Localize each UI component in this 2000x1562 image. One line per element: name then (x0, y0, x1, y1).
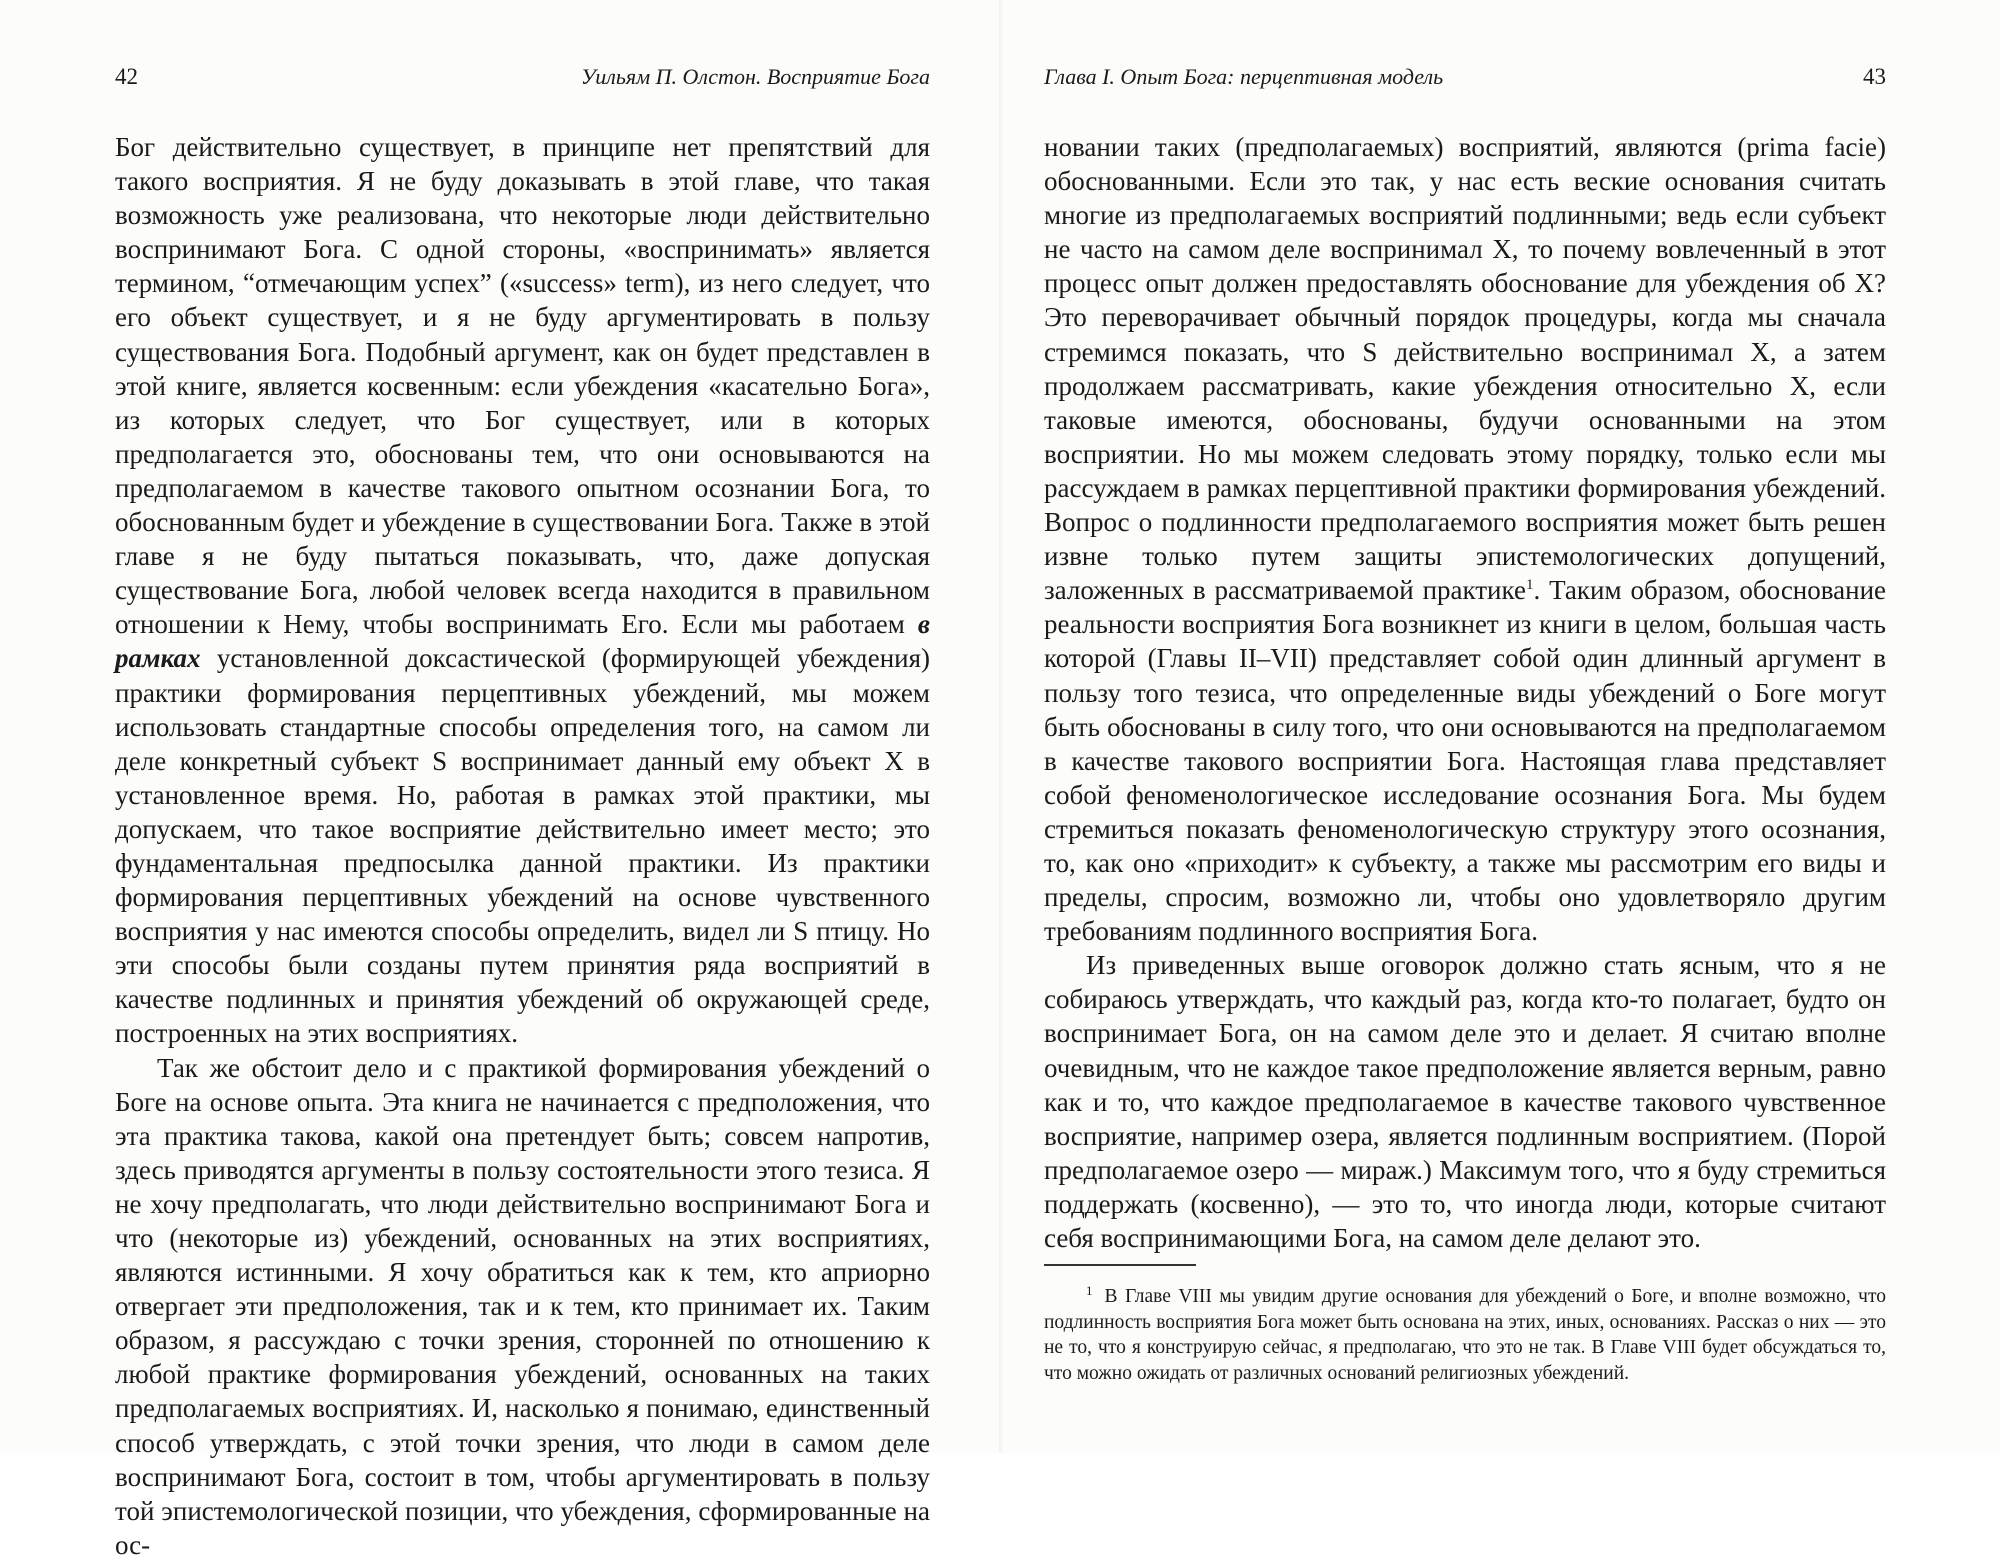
right-running-title: Глава I. Опыт Бога: перцептивная модель (1044, 64, 1444, 89)
footnote-divider (1044, 1264, 1196, 1266)
left-running-head (115, 60, 930, 94)
right-paragraph-1-part-1: новании таких (предполагаемых) восприятий, являются (prima facie) обоснованными. Если это так, у нас есть веские основания считать многие из предполагаемых восприятий подлинными; ведь если субъект не часто на самом деле воспринимал X, то почему вовлеченный в этот процесс опыт должен предоставлять обоснование для убеждения об X? Это переворачивает обычный порядок процедуры, когда мы сначала стремимся показать, что S действительно воспринимал X, а затем продолжаем рассматривать, какие убеждения относительно X, если таковые имеются, обоснованы, будучи основанными на этом восприятии. Но мы можем следовать этому порядку, только если мы рассуждаем в рамках перцептивной практики формирования убеждений. Вопрос о подлинности предполагаемого восприятия может быть решен извне только путем защиты эпистемологических допущений, заложенных в рассматриваемой практике (1044, 132, 1886, 606)
right-page (1002, 0, 2000, 1453)
footnote-text: В Главе VIII мы увидим другие основания для убеждений о Боге, и вполне возможно, что подлинность восприятия Бога может быть основана на этих, иных, основаниях. Рассказ о них — это не то, что я конструирую сейчас, я предполагаю, что это не так. В Главе VIII будет обсуждаться то, что можно ожидать от различных оснований религиозных убеждений. (1044, 1286, 1886, 1384)
right-page-number: 43 (1863, 64, 1886, 89)
left-body-text (115, 130, 930, 1562)
right-paragraph-2: Из приведенных выше оговорок должно стать ясным, что я не собираюсь утверждать, что каждый раз, когда кто-то полагает, будто он воспринимает Бога, он на самом деле это и делает. Я считаю вполне очевидным, что не каждое такое предположение является верным, равно как и то, что каждое предполагаемое в качестве такового чувственное восприятие, например озера, является подлинным восприятием. (Порой предполагаемое озеро — мираж.) Максимум того, что я буду стремиться поддержать (косвенно), — это то, что иногда люди, которые считают себя воспринимающими Бога, на самом деле делают это. (1044, 950, 1886, 1253)
left-running-title: Уильям П. Олстон. Восприятие Бога (580, 64, 930, 89)
left-paragraph-2: Так же обстоит дело и с практикой формирования убеждений о Боге на основе опыта. Эта книга не начинается с предположения, что эта практика такова, какой она претендует быть; совсем напротив, здесь приводятся аргументы в пользу состоятельности этого тезиса. Я не хочу предполагать, что люди действительно воспринимают Бога и что (некоторые из) убеждений, основанных на этих восприятиях, являются истинными. Я хочу обратиться как к тем, кто априорно отвергает эти предположения, так и к тем, кто принимает их. Таким образом, я рассуждаю с точки зрения, сторонней по отношению к любой практике формирования убеждений, основанных на таких предполагаемых восприятиях. И, насколько я понимаю, единственный способ утверждать, с этой точки зрения, что люди в самом деле воспринимают Бога, состоит в том, чтобы аргументировать в пользу той эпистемологической позиции, что убеждения, сформированные на ос- (115, 1052, 930, 1560)
left-page-number: 42 (115, 64, 138, 89)
left-paragraph-1 (115, 130, 930, 1051)
footnote (1044, 1284, 1886, 1386)
footnote-mark: 1 (1086, 1282, 1093, 1298)
right-running-head (1044, 60, 1886, 94)
left-paragraph-1-part-1: Бог действительно существует, в принципе нет препятствий для такого восприятия. Я не буду доказывать в этой главе, что такая возможность уже реализована, что некоторые люди действительно воспринимают Бога. С одной стороны, «воспринимать» является термином, “отмечающим успех” («success» term), из него следует, что его объект существует, и я не буду аргументировать в пользу существования Бога. Подобный аргумент, как он будет представлен в этой книге, является косвенным: если убеждения «касательно Бога», из которых следует, что Бог существует, или в которых предполагается это, обоснованы тем, что они основываются на предполагаемом в качестве такового опытном осознании Бога, то обоснованным будет и убеждение в существовании Бога. Также в этой главе я не буду пытаться показывать, что, даже допуская существование Бога, любой человек всегда находится в правильном отношении к Нему, чтобы воспринимать Его. Если мы работаем (115, 132, 930, 640)
right-paragraph-1-part-2: . Таким образом, обоснование реальности восприятия Бога возникнет из книги в целом, большая часть которой (Главы II–VII) представляет собой один длинный аргумент в пользу того тезиса, что определенные виды убеждений о Боге могут быть обоснованы в силу того, что они основываются на предполагаемом в качестве такового восприятии Бога. Настоящая глава представляет собой феноменологическое исследование осознания Бога. Мы будем стремиться показать феноменологическую структуру этого осознания, то, как оно «приходит» к субъекту, а также мы рассмотрим его виды и пределы, спросим, возможно ли, чтобы оно удовлетворяло другим требованиям подлинного восприятия Бога. (1044, 575, 1887, 947)
right-paragraph-1 (1044, 130, 1886, 948)
left-page (0, 0, 998, 1560)
left-paragraph-1-part-2: установленной доксастической (формирующей убеждения) практики формирования перцептивных убеждений, мы можем использовать стандартные способы определения того, на самом ли деле конкретный субъект S воспринимает данный ему объект X в установленное время. Но, работая в рамках этой практики, мы допускаем, что такое восприятие действительно имеет место; это фундаментальная предпосылка данной практики. Из практики формирования перцептивных убеждений на основе чувственного восприятия у нас имеются способы определить, видел ли S птицу. Но эти способы были созданы путем принятия ряда восприятий в качестве подлинных и принятия убеждений об окружающей среде, построенных на этих восприятиях. (115, 643, 930, 1049)
footnote-reference[interactable]: 1 (1525, 577, 1534, 594)
right-body-text (1044, 130, 1886, 1255)
left-paragraph-1-emphasis: в рамках (115, 609, 930, 674)
